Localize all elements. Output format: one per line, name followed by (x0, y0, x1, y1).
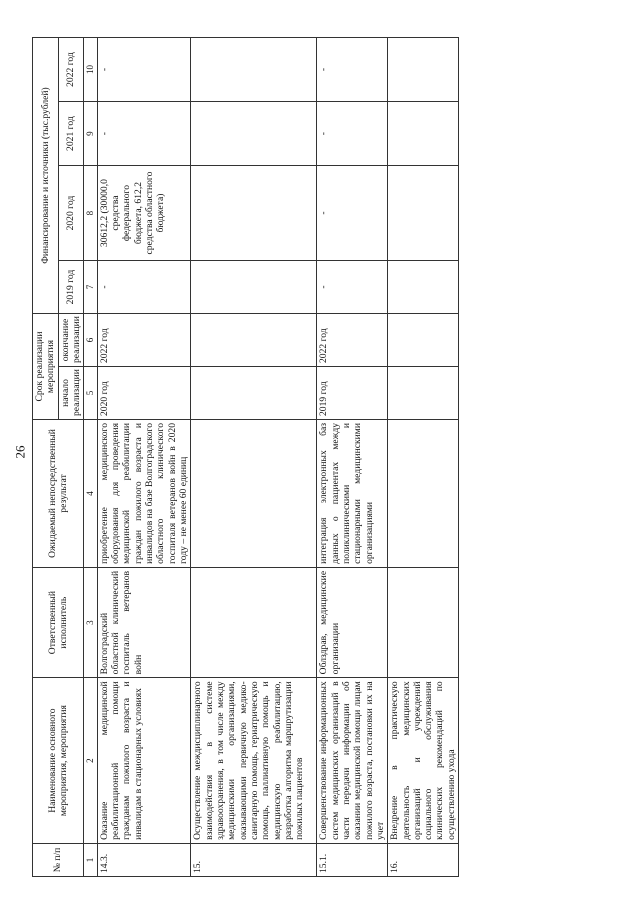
header-year-2022: 2022 год (58, 38, 84, 102)
row-num: 14.3. (97, 843, 191, 876)
row-name: Совершенствование информационных систем медицинских организаций в части передачи информации об оказании медицинской помощи лицам пожилого возраста, постановки их на учет (317, 678, 388, 844)
row-finance-2019 (191, 261, 317, 314)
row-num: 15.1. (317, 843, 388, 876)
row-result: приобретение медицинского оборудования для проведения медицинской реабилитации граждан пожилого возраста и инвалидов на базе Волгоградского областного клинического госпиталя ветеранов войн в 2020 году – не менее 60 единиц (97, 420, 191, 568)
page-number: 26 (12, 445, 28, 459)
row-finance-2021 (191, 102, 317, 166)
col-number: 4 (84, 420, 98, 568)
row-start: 2019 год (317, 367, 388, 420)
row-finance-2021: - (317, 102, 388, 166)
row-finance-2020 (388, 166, 459, 261)
row-start: 2020 год (97, 367, 191, 420)
header-end: окончание реализации (58, 314, 84, 367)
col-number: 7 (84, 261, 98, 314)
col-number: 9 (84, 102, 98, 166)
row-executor (388, 567, 459, 677)
row-end: 2022 год (97, 314, 191, 367)
row-finance-2020: - (317, 166, 388, 261)
row-finance-2019 (388, 261, 459, 314)
table-row (388, 38, 459, 877)
row-finance-2019: - (97, 261, 191, 314)
header-num: № п/п (33, 843, 84, 876)
table-row (191, 38, 317, 877)
header-start: начало реализации (58, 367, 84, 420)
header-executor: Ответственный исполнитель (33, 567, 84, 677)
row-result: интеграция электронных баз данных о пациентах между поликлиническими и стационарными медицинскими организациями (317, 420, 388, 568)
row-finance-2022 (388, 38, 459, 102)
table-row (97, 38, 191, 877)
row-finance-2021 (388, 102, 459, 166)
header-name: Наименование основного мероприятия, мероприятия (33, 678, 84, 844)
col-number: 3 (84, 567, 98, 677)
row-start (191, 367, 317, 420)
header-period: Срок реализации мероприятия (33, 314, 59, 420)
row-num: 16. (388, 843, 459, 876)
row-finance-2020: 30612,2 (30000,0 средства федерального бюджета, 612,2 средства областного бюджета) (97, 166, 191, 261)
row-executor: Волгоградский областной клинический госпиталь ветеранов войн (97, 567, 191, 677)
row-start (388, 367, 459, 420)
row-executor: Облздрав, медицинские организации (317, 567, 388, 677)
row-name: Осуществление междисциплинарного взаимодействия в системе здравоохранения, в том числе между медицинскими организациями, оказывающими первичную медико-санитарную помощь, гериатрическую помощь, паллиативную помощь и медицинскую реабилитацию, разработка алгоритма маршрутизации пожилых пациентов (191, 678, 317, 844)
col-number: 2 (84, 678, 98, 844)
row-finance-2020 (191, 166, 317, 261)
col-number: 8 (84, 166, 98, 261)
col-number: 10 (84, 38, 98, 102)
row-finance-2022 (191, 38, 317, 102)
row-result (191, 420, 317, 568)
table-row (317, 38, 388, 877)
row-finance-2019: - (317, 261, 388, 314)
row-end (191, 314, 317, 367)
header-year-2020: 2020 год (58, 166, 84, 261)
header-finance: Финансирование и источники (тыс.рублей) (33, 38, 59, 314)
row-finance-2022: - (97, 38, 191, 102)
col-number: 1 (84, 843, 98, 876)
row-end: 2022 год (317, 314, 388, 367)
col-number: 5 (84, 367, 98, 420)
row-result (388, 420, 459, 568)
header-year-2019: 2019 год (58, 261, 84, 314)
row-executor (191, 567, 317, 677)
row-name: Внедрение в практическую деятельность медицинских организаций и учреждений социального обслуживания клинических рекомендаций по осуществлению ухода (388, 678, 459, 844)
header-result: Ожидаемый непосредственный результат (33, 420, 84, 568)
col-number: 6 (84, 314, 98, 367)
row-finance-2022: - (317, 38, 388, 102)
row-num: 15. (191, 843, 317, 876)
program-table (32, 37, 459, 877)
row-name: Оказание медицинской реабилитационной помощи гражданам пожилого возраста и инвалидам в стационарных условиях (97, 678, 191, 844)
header-year-2021: 2021 год (58, 102, 84, 166)
row-end (388, 314, 459, 367)
row-finance-2021: - (97, 102, 191, 166)
